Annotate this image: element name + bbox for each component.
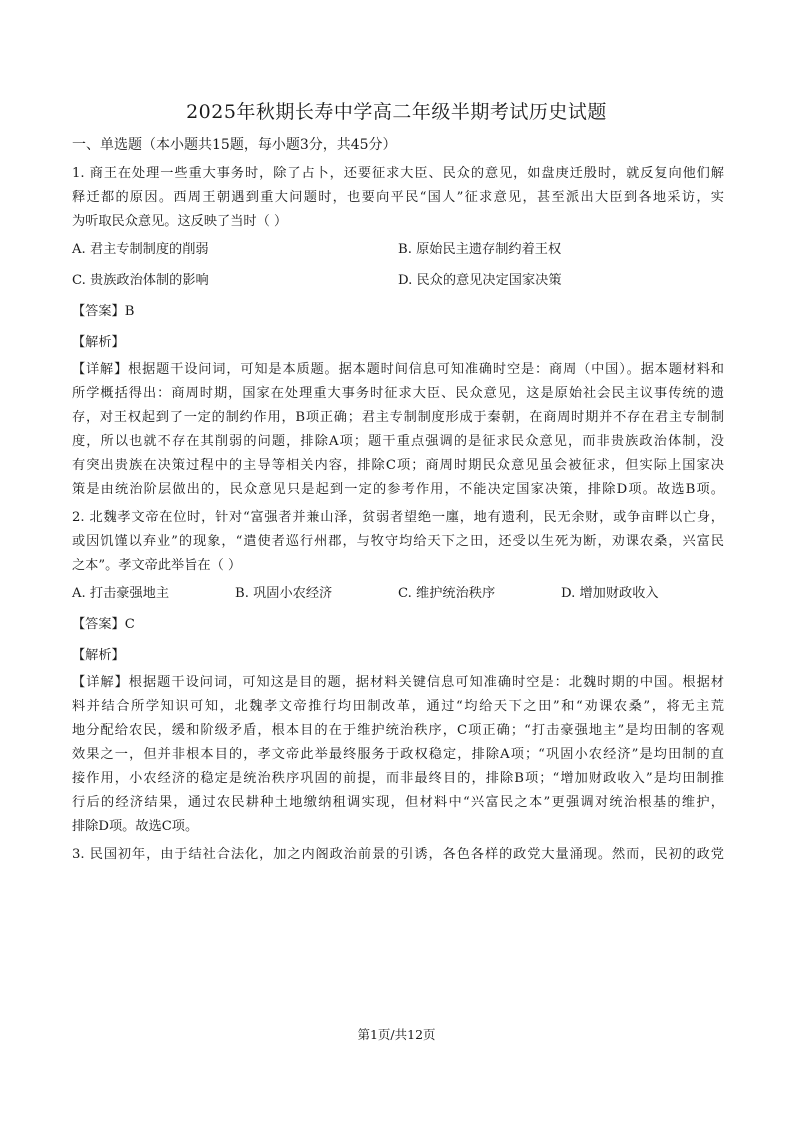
option-c: C. 贵族政治体制的影响 (72, 273, 209, 288)
detail-line: 所学概括得出：商周时期，国家在处理重大事务时征求大臣、民众意见，这是原始社会民主议事传统的遗 (72, 386, 724, 401)
detail-line: 【详解】根据题干设问词，可知是本质题。据本题时间信息可知准确时空是：商周（中国）。据本题材料和 (72, 362, 724, 377)
question-1 (72, 162, 724, 502)
detail-line: 存，对王权起到了一定的制约作用，B项正确；君主专制制度形成于秦朝，在商周时期并不存在君主专制制 (72, 410, 724, 425)
detail-line: 接作用，小农经济的稳定是统治秩序巩固的前提，而非最终目的，排除B项；“增加财政收入”是均田制推 (72, 771, 724, 786)
detail-line: 度，所以也就不存在其削弱的问题，排除A项；题干重点强调的是征求民众意见，而非贵族政治体制，没 (72, 434, 724, 449)
option-d: D. 增加财政收入 (561, 586, 659, 601)
question-stem-line: 2. 北魏孝文帝在位时，针对“富强者并兼山泽，贫弱者望绝一廛，地有遗利，民无余财，或争亩畔以亡身， (72, 510, 724, 525)
analysis-label: 【解析】 (72, 335, 125, 350)
detail-line: 效果之一，但并非根本目的，孝文帝此举最终服务于政权稳定，排除A项；“巩固小农经济”是均田制的直 (72, 747, 724, 762)
question-stem-line: 释迁都的原因。西周王朝遇到重大问题时，也要向平民“国人”征求意见，甚至派出大臣到各地采访，实 (72, 190, 724, 205)
options-row (72, 265, 724, 296)
option-c: C. 维护统治秩序 (398, 586, 496, 601)
detail-line: 地分配给农民，缓和阶级矛盾，根本目的在于维护统治秩序，C项正确；“打击豪强地主”是均田制的客观 (72, 723, 724, 738)
section-heading: 一、单选题（本小题共15题，每小题3分，共45分） (72, 137, 397, 153)
question-stem-line: 之本”。孝文帝此举旨在（ ） (72, 558, 242, 573)
answer-label: 【答案】C (72, 617, 135, 632)
question-stem-line: 1. 商王在处理一些重大事务时，除了占卜，还要征求大臣、民众的意见，如盘庚迁殷时，就反复向他们解 (72, 166, 724, 181)
detail-line: 行后的经济结果，通过农民耕种土地缴纳租调实现，但材料中“兴富民之本”更强调对统治根基的维护， (72, 795, 724, 810)
option-a: A. 君主专制制度的削弱 (72, 242, 209, 257)
question-stem-line: 或因饥馑以弃业”的现象，“遣使者巡行州郡，与牧守均给天下之田，还受以生死为断，劝课农桑，兴富民 (72, 534, 724, 549)
answer-label: 【答案】B (72, 304, 135, 319)
page-title: 2025年秋期长寿中学高二年级半期考试历史试题 (186, 101, 607, 123)
options-row (72, 234, 724, 265)
detail-line: 策是由统治阶层做出的，民众意见只是起到一定的参考作用，不能决定国家决策，排除D项。故选B项。 (72, 482, 724, 497)
options-row (72, 578, 724, 609)
analysis-label: 【解析】 (72, 648, 125, 663)
detail-line: 【详解】根据题干设问词，可知这是目的题，据材料关键信息可知准确时空是：北魏时期的中国。根据材 (72, 675, 724, 690)
option-d: D. 民众的意见决定国家决策 (398, 273, 562, 288)
page-number: 第1页/共12页 (357, 1027, 436, 1042)
question-stem-line: 3. 民国初年，由于结社合法化，加之内阁政治前景的引诱，各色各样的政党大量涌现。然而，民初的政党 (72, 847, 724, 862)
detail-line: 排除D项。故选C项。 (72, 819, 199, 834)
detail-line: 有突出贵族在决策过程中的主导等相关内容，排除C项；商周时期民众意见虽会被征求，但实际上国家决 (72, 458, 724, 473)
question-3 (72, 843, 724, 867)
option-b: B. 巩固小农经济 (235, 586, 333, 601)
detail-line: 料并结合所学知识可知，北魏孝文帝推行均田制改革，通过“均给天下之田”和“劝课农桑”，将无主荒 (72, 699, 724, 714)
option-b: B. 原始民主遗存制约着王权 (398, 242, 562, 257)
question-stem-line: 为听取民众意见。这反映了当时（ ） (72, 214, 288, 229)
exam-content (72, 133, 724, 867)
option-a: A. 打击豪强地主 (72, 586, 170, 601)
question-2 (72, 506, 724, 839)
